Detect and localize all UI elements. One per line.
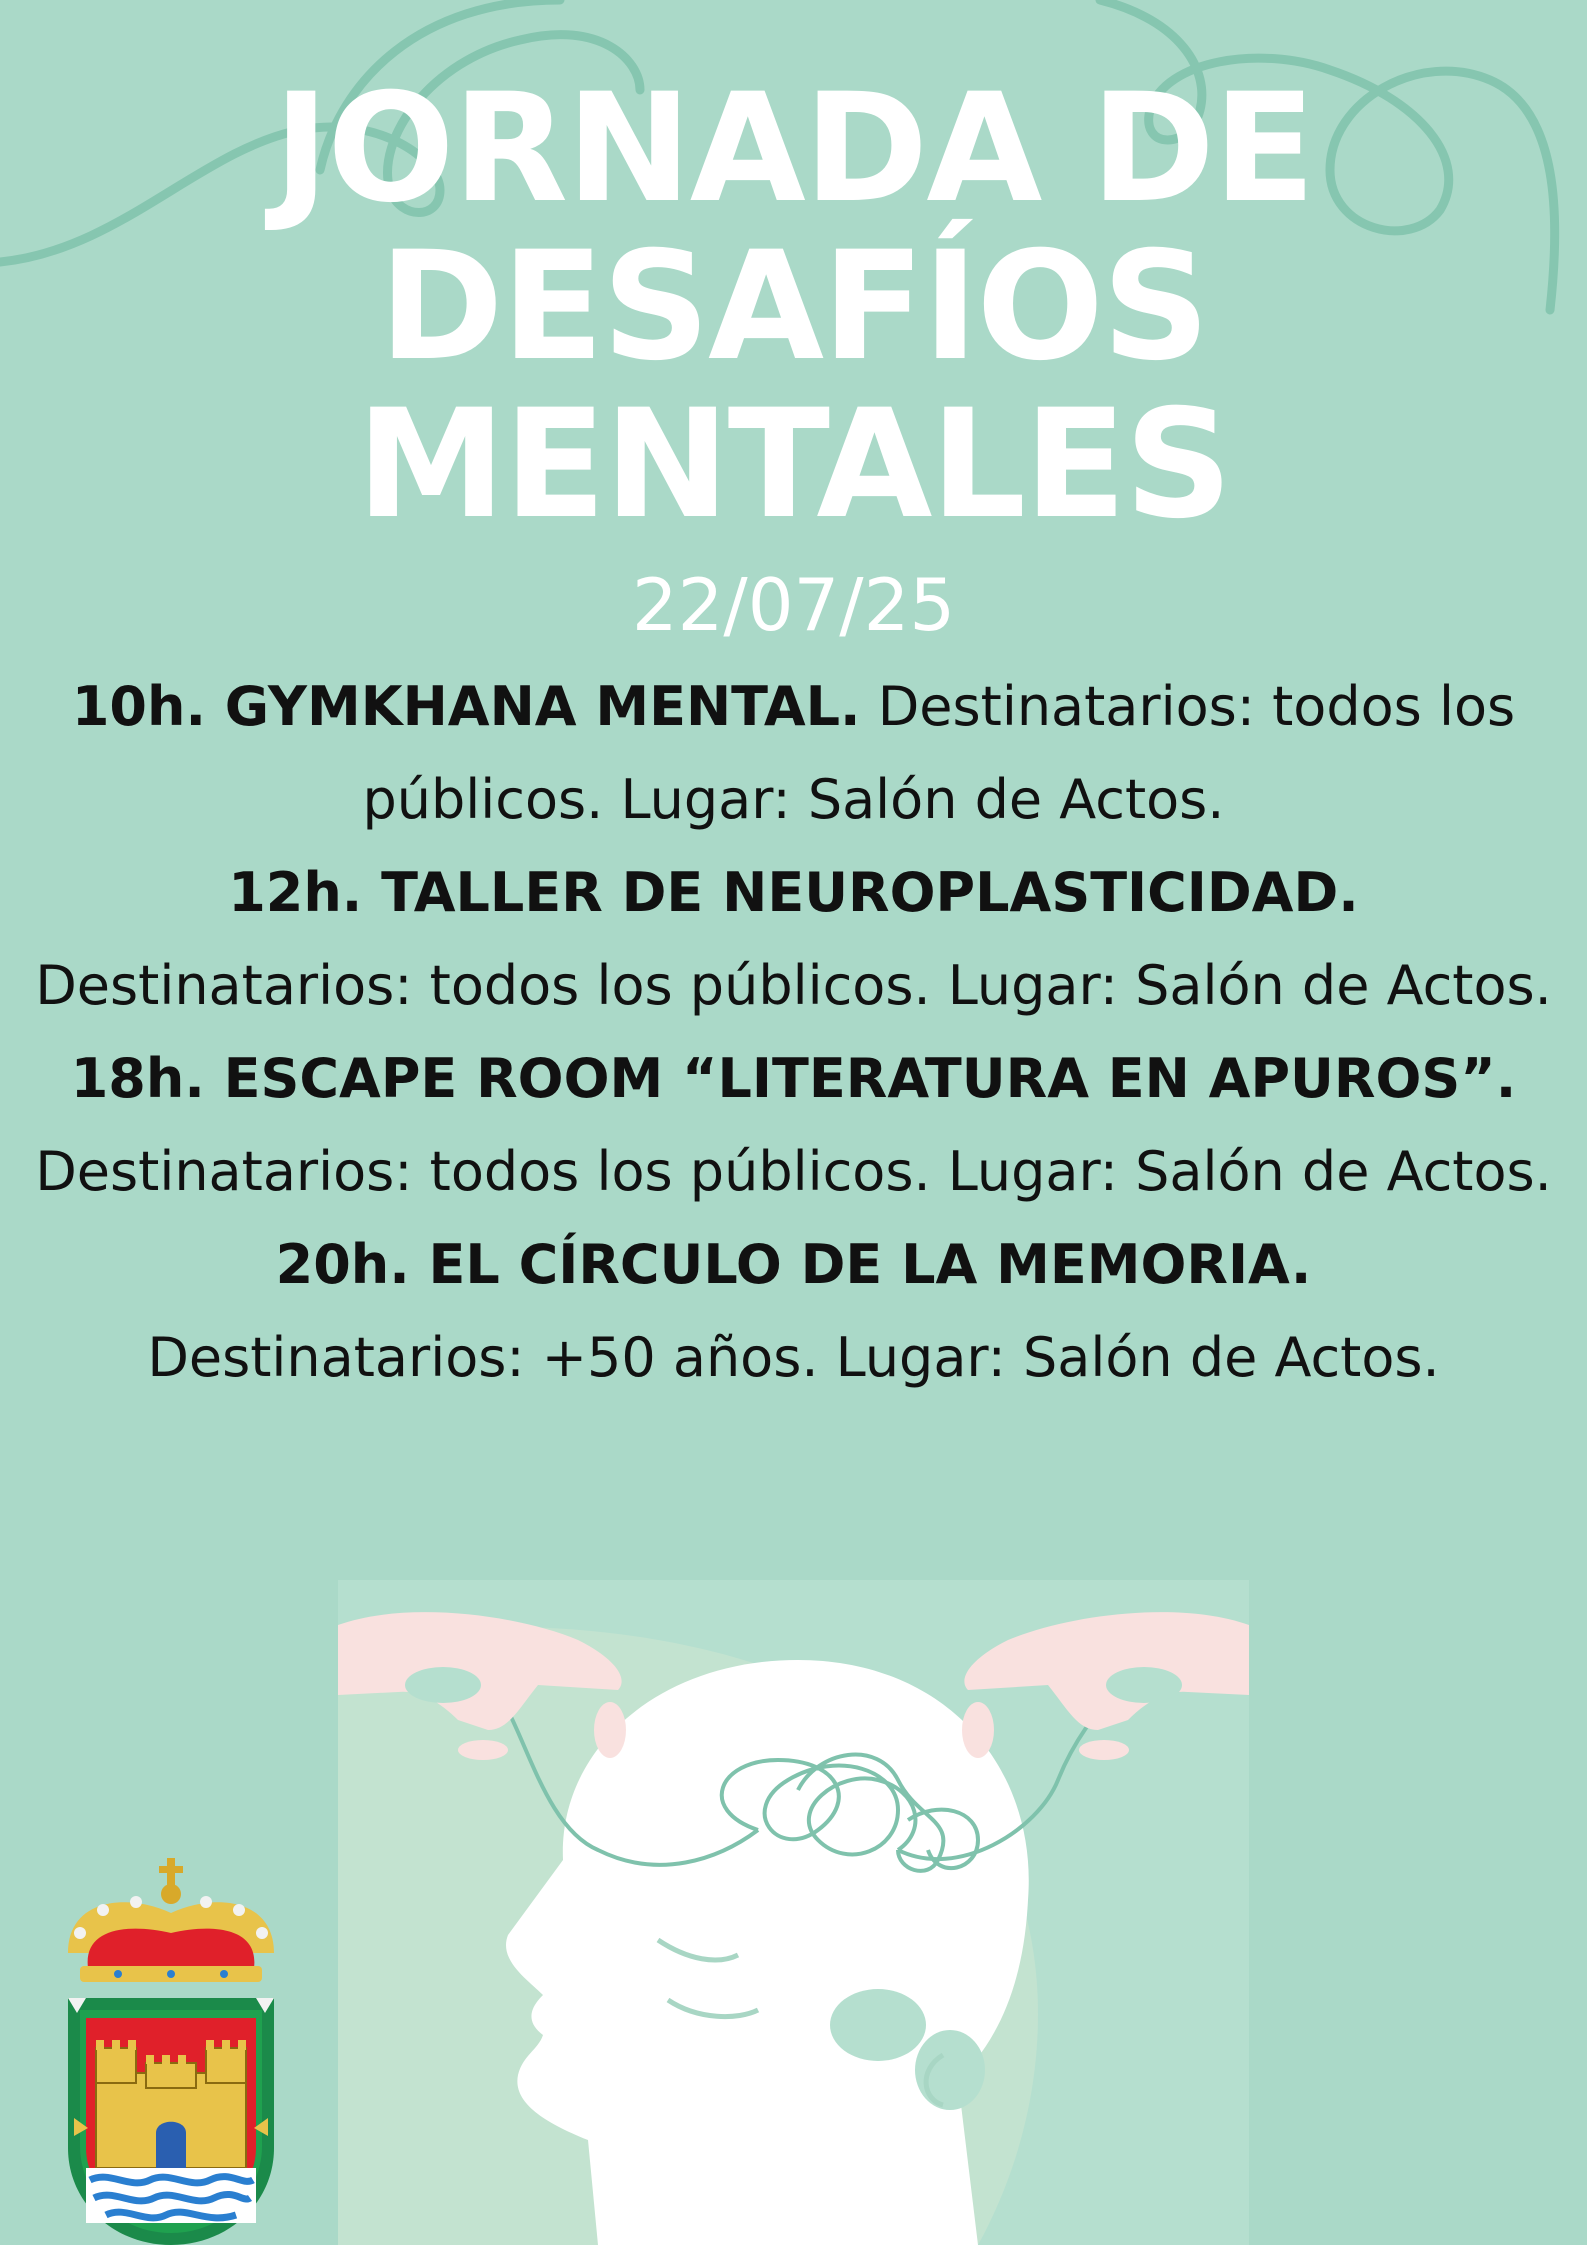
schedule-item-details: Destinatarios: +50 años. Lugar: Salón de Actos. [147,1326,1440,1389]
schedule-item-details: Destinatarios: todos los públicos. Lugar: Salón de Actos. [35,1140,1552,1203]
title-line-3: MENTALES [356,378,1231,552]
schedule-item-heading: 10h. GYMKHANA MENTAL. [71,675,861,738]
schedule-item-details: Destinatarios: todos los públicos. Lugar: Salón de Actos. [35,954,1552,1017]
schedule-item-heading: 20h. EL CÍRCULO DE LA MEMORIA. [275,1233,1312,1296]
head-brain-illustration [338,1580,1249,2245]
schedule-item-details: Destinatarios: todos los públicos. Lugar: Salón de Actos. [362,675,1516,831]
schedule-item-1 [30,660,1557,846]
title-line-2: DESAFÍOS [379,220,1208,394]
schedule-item-2 [30,846,1557,1032]
event-date: 22/07/25 [631,563,956,647]
schedule-item-4 [30,1218,1557,1404]
title-line-1: JORNADA DE [273,62,1314,236]
schedule [30,660,1557,1404]
schedule-item-heading: 12h. TALLER DE NEUROPLASTICIDAD. [228,861,1359,924]
poster-title [0,62,1587,552]
schedule-item-heading: 18h. ESCAPE ROOM “LITERATURA EN APUROS”. [70,1047,1517,1110]
coat-of-arms-icon [58,1858,284,2245]
schedule-item-3 [30,1032,1557,1218]
